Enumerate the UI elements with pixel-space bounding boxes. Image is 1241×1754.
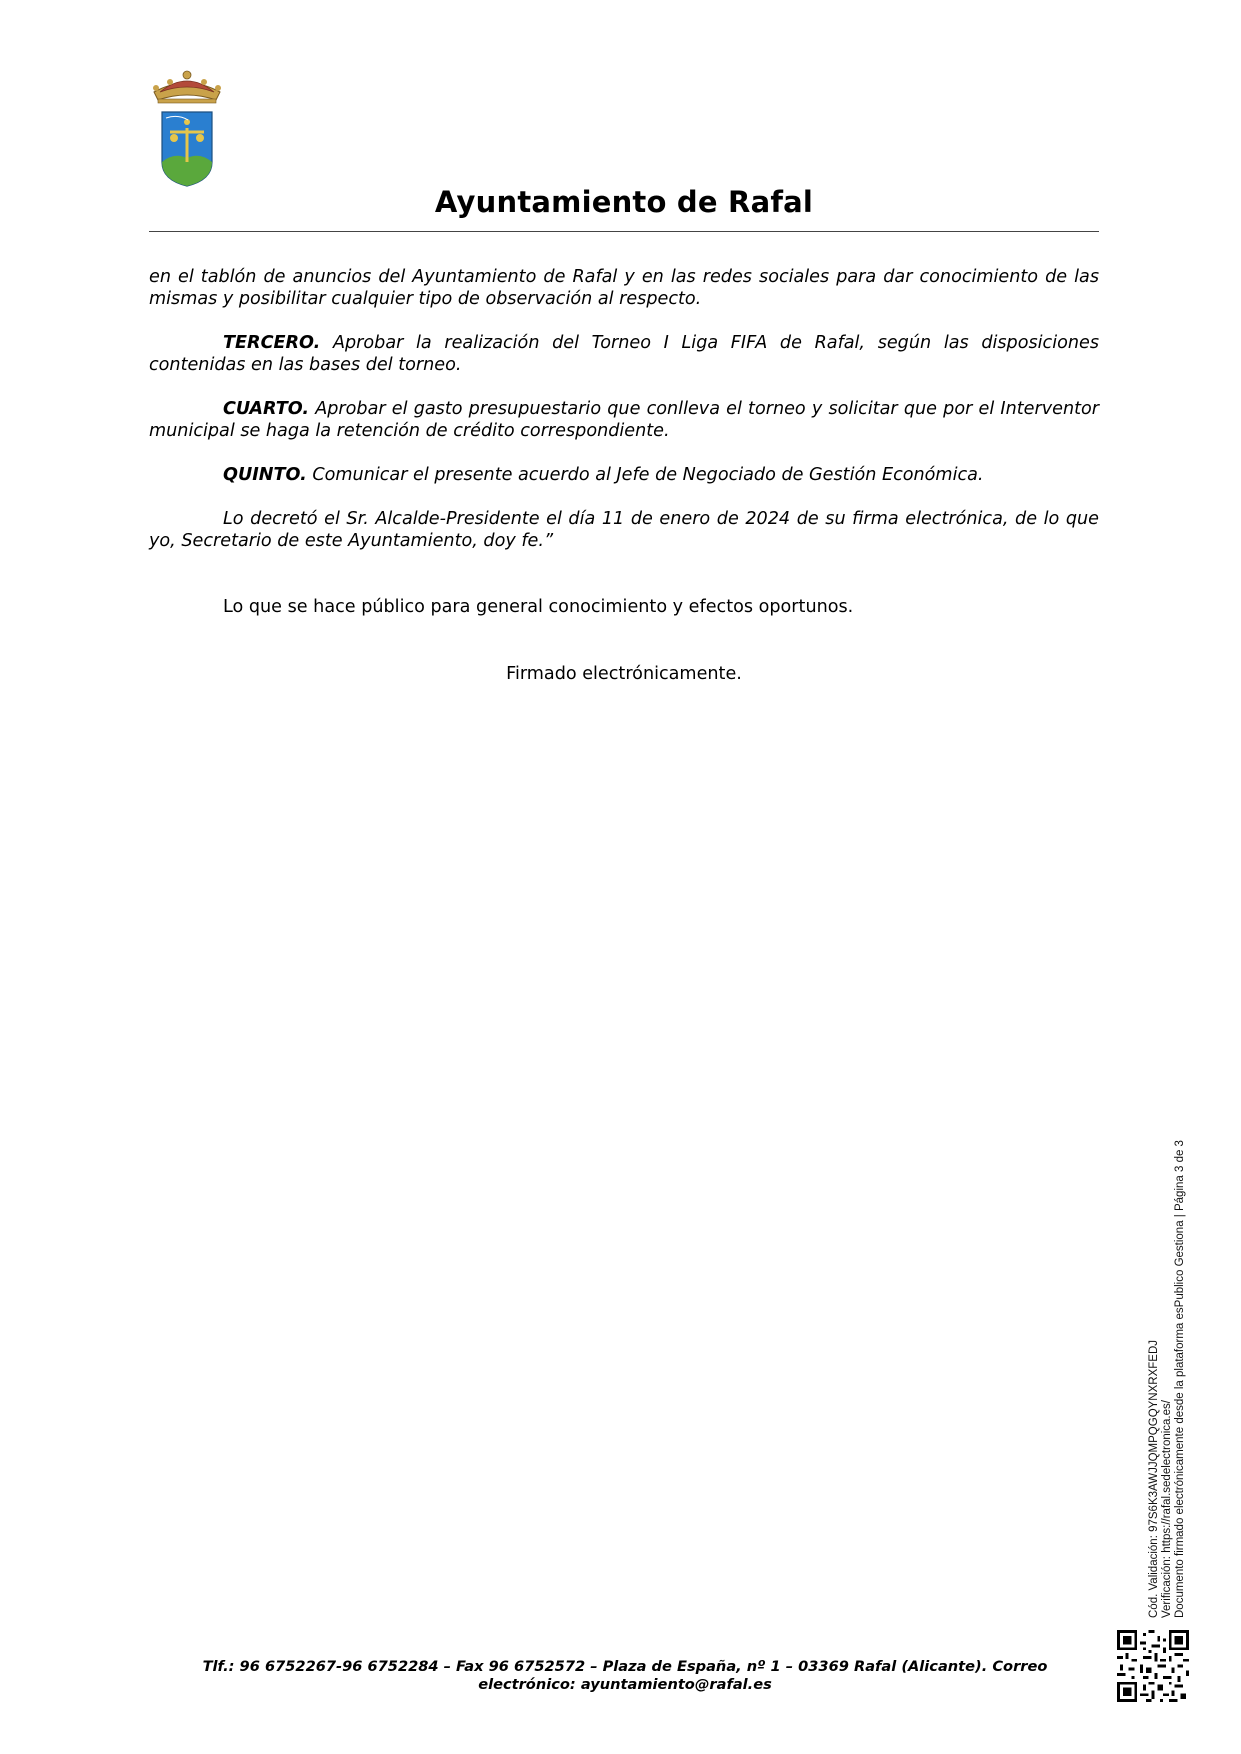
document-body: [149, 266, 1099, 574]
tercero-text: Aprobar la realización del Torneo I Liga FIFA de Rafal, según las disposiciones contenidas en las bases del torneo.: [149, 333, 1099, 375]
signature-note: Firmado electrónicamente.: [506, 664, 742, 684]
page-footer: [180, 1658, 1070, 1694]
crown-icon: [153, 71, 221, 103]
signature-platform-note: Documento firmado electrónicamente desde la plataforma esPublico Gestiona | Página 3 de 3: [1174, 1140, 1186, 1618]
quinto-paragraph: [149, 464, 1099, 486]
quinto-label: QUINTO.: [223, 465, 307, 485]
tercero-label: TERCERO.: [223, 333, 321, 353]
page-title: Ayuntamiento de Rafal: [434, 185, 814, 219]
footer-email-line: electrónico: ayuntamiento@rafal.es: [478, 1676, 772, 1693]
verification-url[interactable]: Verificación: https://rafal.sedelectronica.es/: [1161, 1400, 1173, 1618]
cuarto-label: CUARTO.: [223, 399, 310, 419]
intro-paragraph: en el tablón de anuncios del Ayuntamiento de Rafal y en las redes sociales para dar conocimiento de las mismas y posibilitar cualquier tipo de observación al respecto.: [149, 267, 1099, 309]
public-notice: Lo que se hace público para general conocimiento y efectos oportunos.: [223, 597, 854, 617]
validation-sidebar: [1148, 1098, 1186, 1618]
quinto-text: Comunicar el presente acuerdo al Jefe de Negociado de Gestión Económica.: [306, 465, 984, 485]
closing-paragraph: Lo decretó el Sr. Alcalde-Presidente el día 11 de enero de 2024 de su firma electrónica, de lo que yo, Secretario de este Ayuntamiento, doy fe.”: [149, 509, 1099, 551]
cuarto-text: Aprobar el gasto presupuestario que conlleva el torneo y solicitar que por el Interventor municipal se haga la retención de crédito correspondiente.: [149, 399, 1099, 441]
shield-icon: [162, 112, 212, 186]
qr-code-icon: [1117, 1630, 1189, 1702]
validation-code: Cód. Validación: 97S6K3AWJJQMPQGQYNXRXFEDJ: [1148, 1339, 1160, 1618]
cuarto-paragraph: [149, 398, 1099, 442]
header-divider: [149, 231, 1099, 232]
tercero-paragraph: [149, 332, 1099, 376]
footer-contact-line: Tlf.: 96 6752267-96 6752284 – Fax 96 6752572 – Plaza de España, nº 1 – 03369 Rafal (Alicante). Correo: [202, 1658, 1048, 1675]
coat-of-arms-logo: [148, 70, 226, 188]
